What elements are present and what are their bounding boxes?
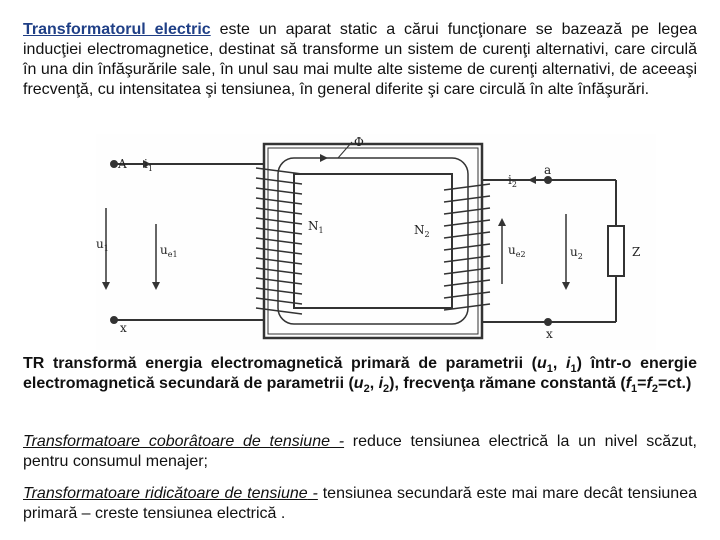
label-u2: $u_2$ [570,245,583,261]
label-i2: $i_2$ [508,173,517,189]
u2-arrow [562,282,570,290]
load-resistor [608,226,624,276]
step-up-paragraph: Transformatoare ridicătoare de tensiune - tensiunea secundară este mai mare decât tensiunea primară – creste tensiunea electrică . [23,485,698,522]
intro-paragraph [23,20,697,100]
transformer-link[interactable]: Transformatorul electric [23,21,211,38]
label-ue2: $u_{e2}$ [508,243,526,259]
label-Z: Z [632,245,641,259]
label-i1: $i_1$ [144,157,153,173]
label-x-primary: x [120,321,127,335]
step-up-title: Transformatoare ridicătoare de tensiune - [23,485,318,502]
terminal-A [111,161,117,167]
terminal-a [545,177,551,183]
i2-arrow [528,176,536,184]
label-phi: Φ [354,135,364,149]
label-a: a [544,163,552,177]
ue2-arrow [498,218,506,226]
label-N2: $N_2$ [414,223,430,239]
ue1-arrow [152,282,160,290]
intro-text: este un aparat static a cărui funcţionare se bazează pe legea inducţiei electromagnetice, destinat să transforme un sistem de curenţi alternativi, care circulă în una din înfăşurările sale, în unul sau mai multe alte sisteme de curenţi alternativi, de aceeaşi frecvenţă, cu intensitatea şi tensiunea, în general diferite şi care circulă în alte înfăşurări. [23,21,697,98]
transformer-diagram [96,134,656,350]
terminal-x2 [545,319,551,325]
u1-arrow [102,282,110,290]
step-down-title: Transformatoare coborâtoare de tensiune - [23,433,345,450]
core-window [294,174,452,308]
label-N1: $N_1$ [308,219,324,235]
label-u1: $u_1$ [96,237,109,253]
label-A: A [118,157,127,171]
core-outer-inner-line [268,148,478,334]
terminal-x [111,317,117,323]
step-down-paragraph: Transformatoare coborâtoare de tensiune - reduce tensiunea electrică la un nivel scăzut, pentru consumul menajer; [23,433,697,470]
label-x-secondary: x [546,327,553,341]
flux-arrow [320,154,328,162]
label-ue1: $u_{e1}$ [160,243,178,259]
flux-path [278,158,468,324]
tr-paragraph: TR transformă energia electromagnetică primară de parametrii ($u_1$, $i_1$) într-o energie electromagnetică secundară de parametrii ($u_2$, $i_2$), frecvenţa rămane constantă $(f_1=f_2=ct.)$ [23,355,698,396]
